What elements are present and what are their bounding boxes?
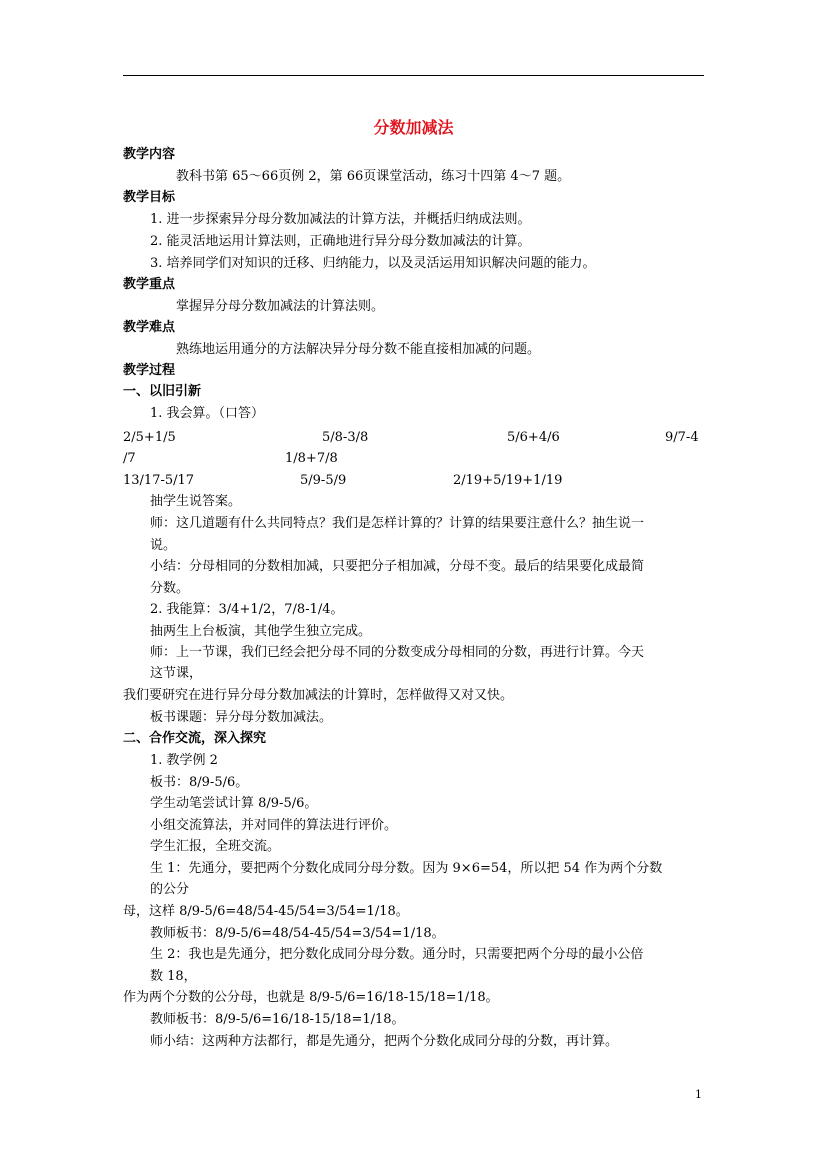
- paragraph: 抽学生说答案。: [150, 494, 242, 509]
- list-item: 3. 培养同学们对知识的迁移、归纳能力，以及灵活运用知识解决问题的能力。: [150, 256, 596, 271]
- paragraph: 师：上一节课，我们已经会把分母不同的分数变成分母相同的分数，再进行计算。今天: [150, 645, 645, 660]
- paragraph: 小组交流算法，并对同伴的算法进行评价。: [150, 818, 398, 833]
- list-item: 1. 进一步探索异分母分数加减法的计算方法，并概括归纳成法则。: [150, 212, 531, 227]
- section-heading: 一、以旧引新: [123, 384, 202, 399]
- paragraph: 生 1：先通分，要把两个分数化成同分母分数。因为 9×6=54，所以把 54 作为两个分数: [150, 861, 663, 876]
- paragraph: 抽两生上台板演，其他学生独立完成。: [150, 624, 372, 639]
- paragraph: 母，这样 8/9-5/6=48/54-45/54=3/54=1/18。: [123, 904, 409, 919]
- list-item: 2. 我能算：3/4+1/2，7/8-1/4。: [150, 602, 344, 617]
- paragraph: 教师板书：8/9-5/6=16/18-15/18=1/18。: [150, 1012, 405, 1027]
- paragraph: 学生汇报，全班交流。: [150, 839, 281, 854]
- expression: /7: [123, 451, 136, 466]
- paragraph: 板书：8/9-5/6。: [150, 775, 249, 790]
- paragraph: 师：这几道题有什么共同特点？我们是怎样计算的？计算的结果要注意什么？抽生说一: [150, 516, 645, 531]
- paragraph: 师小结：这两种方法都行，都是先通分，把两个分数化成同分母的分数，再计算。: [150, 1034, 619, 1049]
- header-rule: [123, 75, 704, 76]
- paragraph: 教科书第 65～66页例 2，第 66页课堂活动，练习十四第 4～7 题。: [176, 169, 571, 184]
- expression: 5/9-5/9: [300, 473, 347, 488]
- expression: 2/5+1/5: [123, 430, 176, 445]
- paragraph: 小结：分母相同的分数相加减，只要把分子相加减，分母不变。最后的结果要化成最简: [150, 559, 645, 574]
- list-item: 1. 我会算。（口答）: [150, 406, 265, 421]
- paragraph: 数 18，: [150, 969, 197, 984]
- expression: 2/19+5/19+1/19: [453, 473, 563, 488]
- paragraph: 教师板书：8/9-5/6=48/54-45/54=3/54=1/18。: [150, 926, 445, 941]
- paragraph: 说。: [150, 538, 177, 553]
- section-heading: 二、合作交流，深入探究: [123, 731, 267, 746]
- expression: 5/6+4/6: [507, 430, 560, 445]
- paragraph: 掌握异分母分数加减法的计算法则。: [176, 299, 385, 314]
- section-heading: 教学目标: [123, 190, 176, 205]
- section-heading: 教学难点: [123, 320, 176, 335]
- section-heading: 教学内容: [123, 147, 176, 162]
- expression: 1/8+7/8: [285, 451, 338, 466]
- paragraph: 板书课题：异分母分数加减法。: [150, 710, 333, 725]
- section-heading: 教学重点: [123, 277, 176, 292]
- paragraph: 熟练地运用通分的方法解决异分母分数不能直接相加减的问题。: [176, 342, 541, 357]
- section-heading: 教学过程: [123, 363, 176, 378]
- paragraph: 这节课，: [150, 666, 203, 681]
- paragraph: 分数。: [150, 581, 190, 596]
- list-item: 1. 教学例 2: [150, 753, 218, 768]
- paragraph: 的公分: [150, 882, 190, 897]
- expression: 5/8-3/8: [322, 430, 369, 445]
- paragraph: 学生动笔尝试计算 8/9-5/6。: [150, 796, 318, 811]
- page-number: 1: [695, 1088, 702, 1101]
- expression: 9/7-4: [665, 430, 699, 445]
- list-item: 2. 能灵活地运用计算法则，正确地进行异分母分数加减法的计算。: [150, 234, 531, 249]
- page-title: 分数加减法: [373, 118, 454, 137]
- paragraph: 生 2：我也是先通分，把分数化成同分母分数。通分时，只需要把两个分母的最小公倍: [150, 947, 644, 962]
- paragraph: 我们要研究在进行异分母分数加减法的计算时，怎样做得又对又快。: [123, 688, 514, 703]
- paragraph: 作为两个分数的公分母，也就是 8/9-5/6=16/18-15/18=1/18。: [123, 990, 499, 1005]
- expression: 13/17-5/17: [123, 473, 195, 488]
